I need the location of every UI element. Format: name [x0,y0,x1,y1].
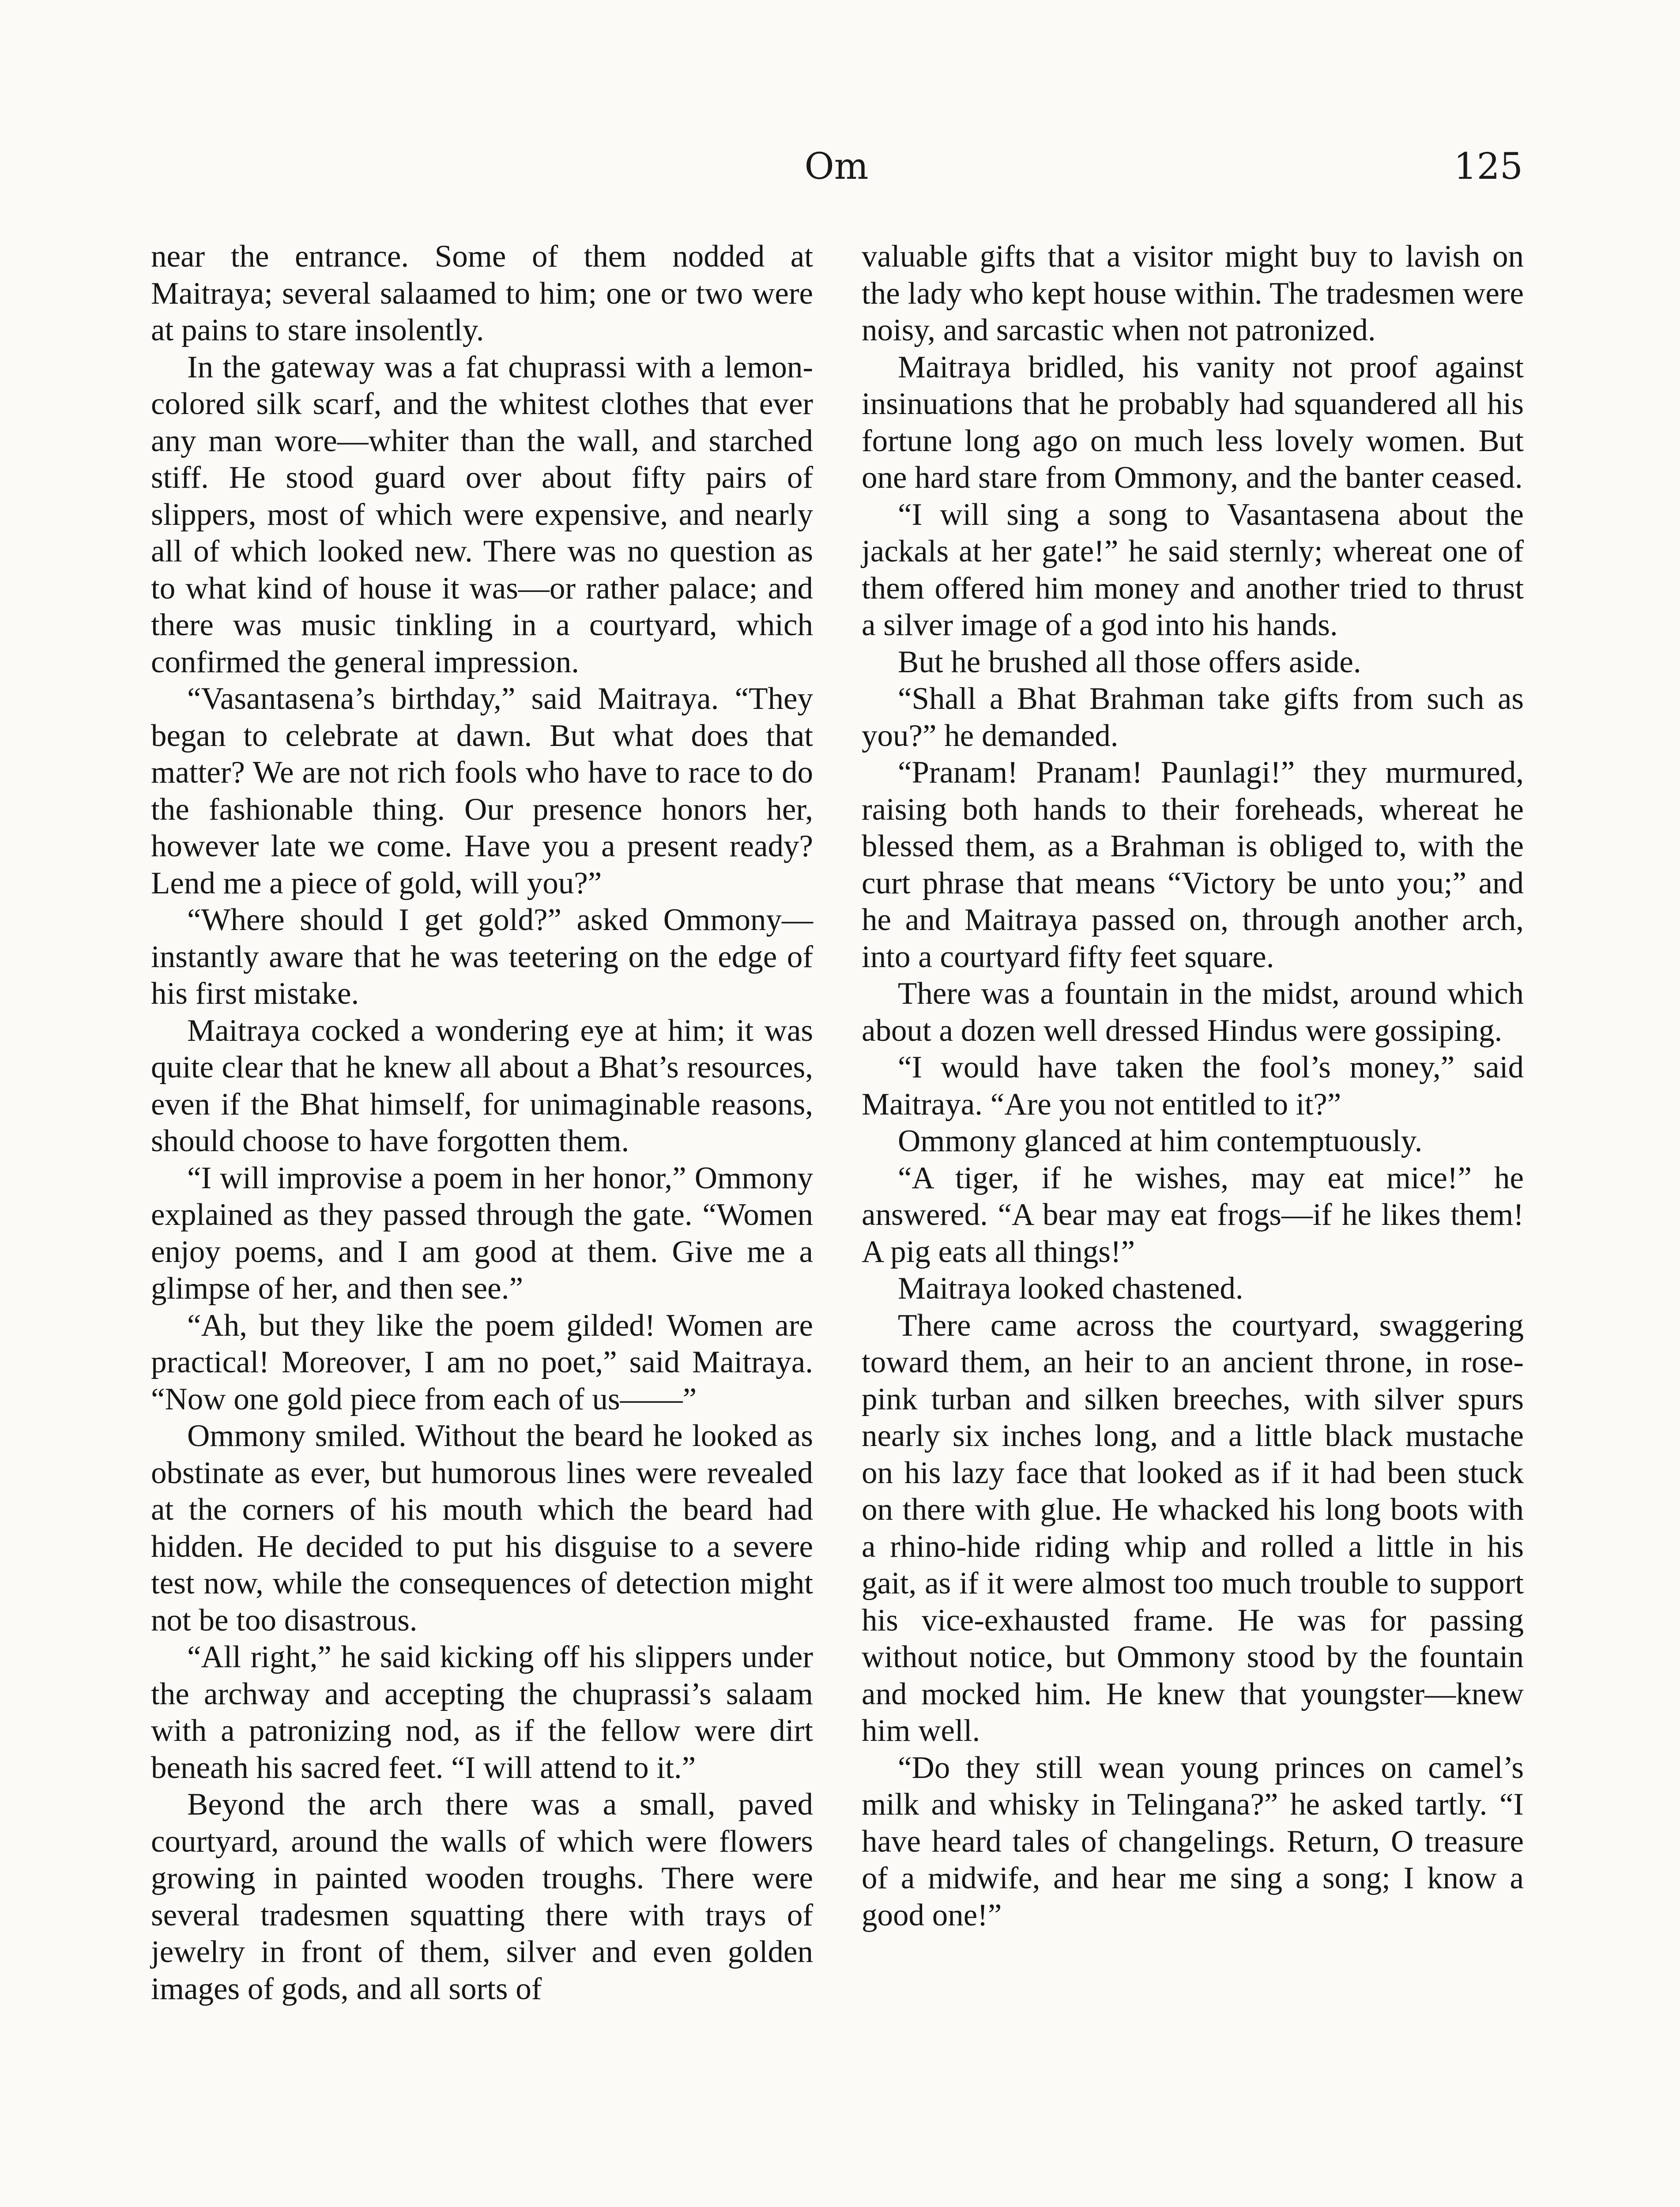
page-number: 125 [1454,146,1523,188]
running-head [150,146,1523,199]
paragraph: In the gateway was a fat chuprassi with a lemon-colored silk scarf, and the whitest clothes that ever any man wore—whiter than the wall, and starched stiff. He stood guard over about fifty pairs of slippers, most of which were expensive, and nearly all of which looked new. There was no question as to what kind of house it was—or rather palace; and there was music tinkling in a courtyard, which confirmed the general impression. [151,350,813,679]
left-column [151,238,813,2007]
paragraph: “I will sing a song to Vasantasena about the jackals at her gate!” he said sternly; whereat one of them offered him money and another tried to thrust a silver image of a god into his hands. [862,497,1524,642]
paragraph: “All right,” he said kicking off his slippers under the archway and accepting the chuprassi’s salaam with a patronizing nod, as if the fellow were dirt beneath his sacred feet. “I will attend to it.” [151,1640,813,1785]
paragraph: Maitraya looked chastened. [898,1271,1243,1306]
paragraph: But he brushed all those offers aside. [898,644,1361,679]
paragraph: There came across the courtyard, swaggering toward them, an heir to an ancient throne, in rose-pink turban and silken breeches, with silver spurs nearly six inches long, and a little black mustache on his lazy face that looked as if it had been stuck on there with glue. He whacked his long boots with a rhino-hide riding whip and rolled a little in his gait, as if it were almost too much trouble to support his vice-exhausted frame. He was for passing without notice, but Ommony stood by the fountain and mocked him. He knew that youngster—knew him well. [862,1308,1524,1748]
chapter-title: Om [804,146,869,188]
paragraph: “A tiger, if he wishes, may eat mice!” he answered. “A bear may eat frogs—if he likes them! A pig eats all things!” [862,1160,1524,1269]
paragraph: “Ah, but they like the poem gilded! Women are practical! Moreover, I am no poet,” said Maitraya. “Now one gold piece from each of us——” [151,1308,813,1416]
paragraph: “I will improvise a poem in her honor,” Ommony explained as they passed through the gate. “Women enjoy poems, and I am good at them. Give me a glimpse of her, and then see.” [151,1160,813,1306]
paragraph: “Shall a Bhat Brahman take gifts from such as you?” he demanded. [862,682,1524,753]
paragraph: near the entrance. Some of them nodded at Maitraya; several salaamed to him; one or two were at pains to stare insolently. [151,239,813,347]
paragraph: Maitraya cocked a wondering eye at him; it was quite clear that he knew all about a Bhat’s resources, even if the Bhat himself, for unimaginable reasons, should choose to have forgotten them. [151,1013,813,1158]
right-column [862,238,1524,1934]
paragraph: “Vasantasena’s birthday,” said Maitraya. “They began to celebrate at dawn. But what does that matter? We are not rich fools who have to race to do the fashionable thing. Our presence honors her, however late we come. Have you a present ready? Lend me a piece of gold, will you?” [151,682,813,900]
paragraph: Ommony smiled. Without the beard he looked as obstinate as ever, but humorous lines were revealed at the corners of his mouth which the beard had hidden. He decided to put his disguise to a severe test now, while the consequences of detection might not be too disastrous. [151,1419,813,1638]
paragraph: valuable gifts that a visitor might buy to lavish on the lady who kept house within. The tradesmen were noisy, and sarcastic when not patronized. [862,239,1524,347]
paragraph: “Do they still wean young princes on camel’s milk and whisky in Telingana?” he asked tartly. “I have heard tales of changelings. Return, O treasure of a midwife, and hear me sing a song; I know a good one!” [862,1750,1524,1932]
paragraph: Beyond the arch there was a small, paved courtyard, around the walls of which were flowers growing in painted wooden troughs. There were several tradesmen squatting there with trays of jewelry in front of them, silver and even golden images of gods, and all sorts of [151,1787,813,2006]
paragraph: “Pranam! Pranam! Paunlagi!” they murmured, raising both hands to their foreheads, whereat he blessed them, as a Brahman is obliged to, with the curt phrase that means “Victory be unto you;” and he and Maitraya passed on, through another arch, into a courtyard fifty feet square. [862,755,1524,974]
paragraph: Maitraya bridled, his vanity not proof against insinuations that he probably had squandered all his fortune long ago on much less lovely women. But one hard stare from Ommony, and the banter ceased. [862,350,1524,495]
paragraph: “Where should I get gold?” asked Ommony—instantly aware that he was teetering on the edge of his first mistake. [151,903,813,1011]
paragraph: Ommony glanced at him contemptuously. [898,1124,1423,1158]
paragraph: There was a fountain in the midst, around which about a dozen well dressed Hindus were gossiping. [862,976,1524,1048]
paragraph: “I would have taken the fool’s money,” said Maitraya. “Are you not entitled to it?” [862,1050,1524,1122]
